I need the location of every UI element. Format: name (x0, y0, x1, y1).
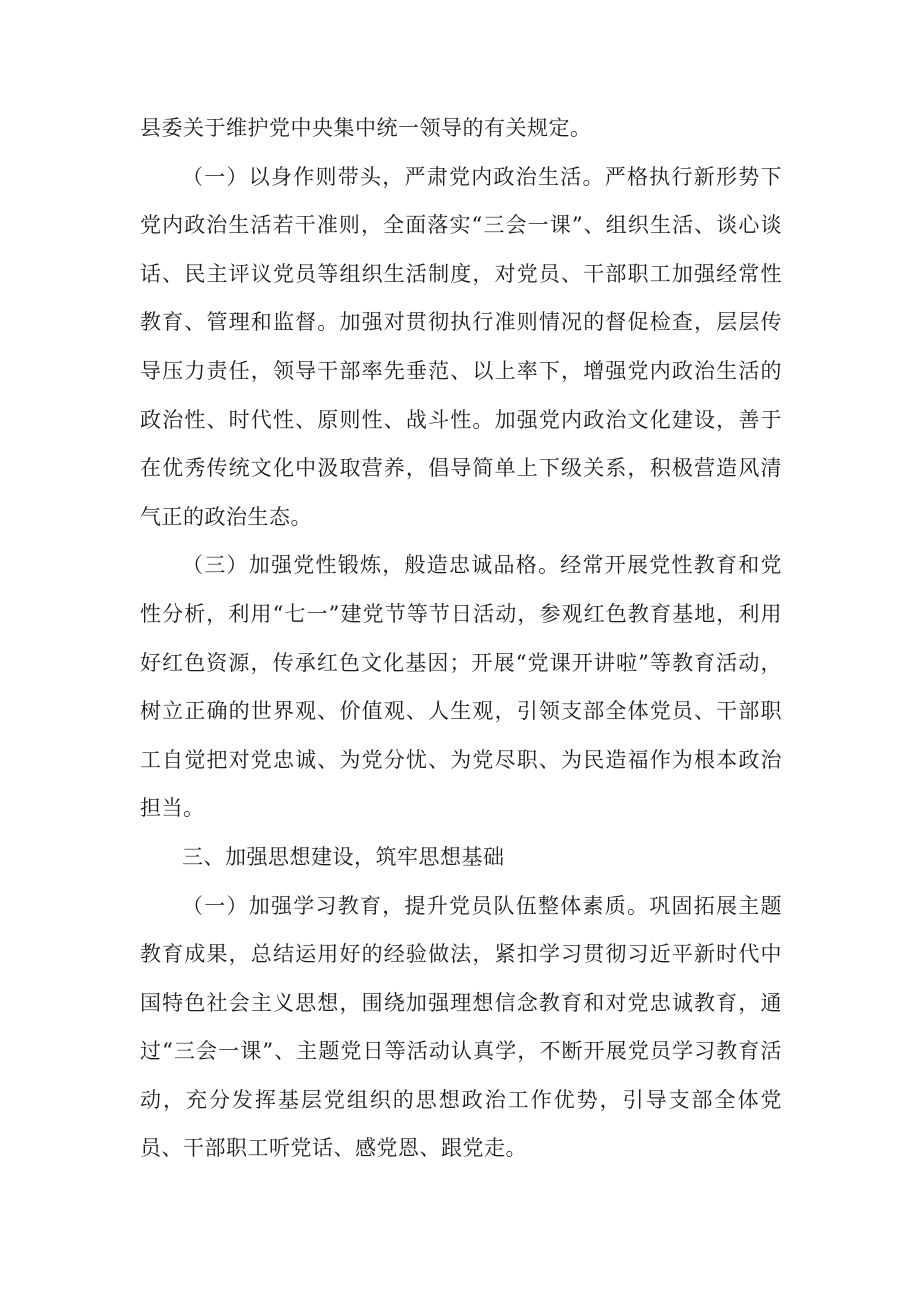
paragraph-strict-political-life: （一）以身作则带头，严肃党内政治生活。严格执行新形势下党内政治生活若干准则，全面落实“三会一课”、组织生活、谈心谈话、民主评议党员等组织生活制度，对党员、干部职工加强经常性教育、管理和监督。加强对贯彻执行准则情况的督促检查，层层传导压力责任，领导干部率先垂范、以上率下，增强党内政治生活的政治性、时代性、原则性、战斗性。加强党内政治文化建设，善于在优秀传统文化中汲取营养，倡导简单上下级关系，积极营造风清气正的政治生态。 (140, 164, 782, 529)
paragraph-learning-education: （一）加强学习教育，提升党员队伍整体素质。巩固拓展主题教育成果，总结运用好的经验做法，紧扣学习贯彻习近平新时代中国特色社会主义思想，围绕加强理想信念教育和对党忠诚教育，通过“三会一课”、主题党日等活动认真学，不断开展党员学习教育活动，充分发挥基层党组织的思想政治工作优势，引导支部全体党员、干部职工听党话、感党恩、跟党走。 (140, 893, 782, 1161)
document-body (140, 104, 782, 1173)
section-heading-ideological-building: 三、加强思想建设，筑牢思想基础 (182, 844, 505, 869)
paragraph-continuation: 县委关于维护党中央集中统一领导的有关规定。 (140, 116, 592, 140)
paragraph-party-spirit-training: （三）加强党性锻炼，般造忠诚品格。经常开展党性教育和党性分析，利用“七一”建党节等节日活动，参观红色教育基地，利用好红色资源，传承红色文化基因；开展“党课开讲啦”等教育活动，树立正确的世界观、价值观、人生观，引领支部全体党员、干部职工自觉把对党忠诚、为党分忧、为党尽职、为民造福作为根本政治担当。 (140, 553, 782, 821)
